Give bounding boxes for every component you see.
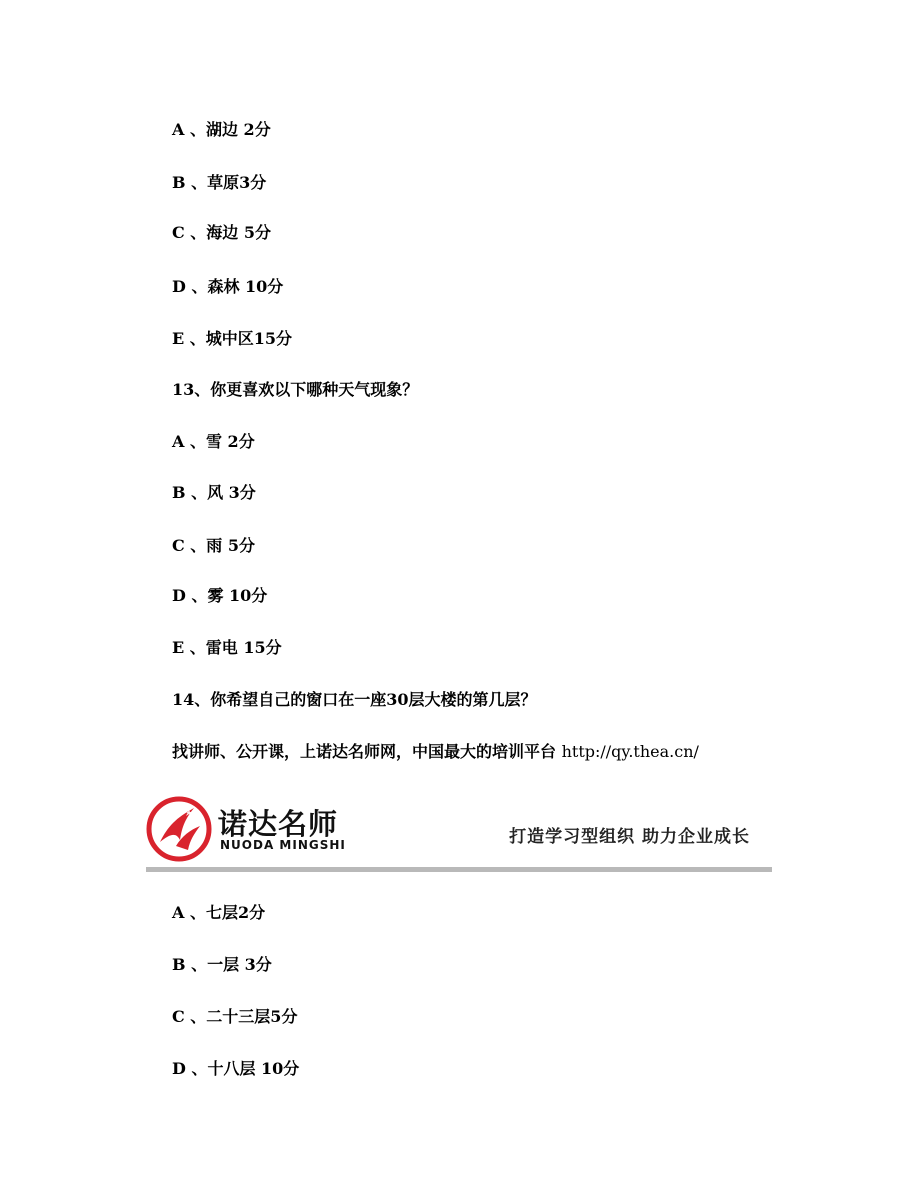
q14-option-a: A 、七层2分 [172,903,266,922]
logo-english-name: NUODA MINGSHI [220,838,346,852]
promo-url-link[interactable]: http://qy.thea.cn/ [561,742,699,761]
q12-option-b: B 、草原3分 [172,173,267,192]
banner-divider [146,867,772,872]
q13-question: 13、你更喜欢以下哪种天气现象？ [172,380,419,399]
q12-option-c: C 、海边 5分 [172,223,272,242]
q12-option-d: D 、森林 10分 [172,277,284,296]
q14-question: 14、你希望自己的窗口在一座30层大楼的第几层？ [172,690,537,709]
promo-line [172,742,699,762]
logo-chinese-name: 诺达名师 [218,807,339,841]
q14-option-b: B 、一层 3分 [172,955,272,974]
q13-option-a: A 、雪 2分 [172,432,255,451]
q13-option-e: E 、雷电 15分 [172,638,282,657]
brand-banner [146,792,772,876]
q13-option-b: B 、风 3分 [172,483,256,502]
promo-text: 找讲师、公开课，上诺达名师网，中国最大的培训平台 [172,742,562,761]
q14-option-c: C 、二十三层5分 [172,1007,298,1026]
q13-option-d: D 、雾 10分 [172,586,268,605]
q12-option-e: E 、城中区15分 [172,329,293,348]
q13-option-c: C 、雨 5分 [172,536,256,555]
banner-slogan: 打造学习型组织 助力企业成长 [509,827,750,847]
q12-option-a: A 、湖边 2分 [172,120,271,139]
q14-option-d: D 、十八层 10分 [172,1059,300,1078]
nuoda-logo-icon [146,796,212,862]
